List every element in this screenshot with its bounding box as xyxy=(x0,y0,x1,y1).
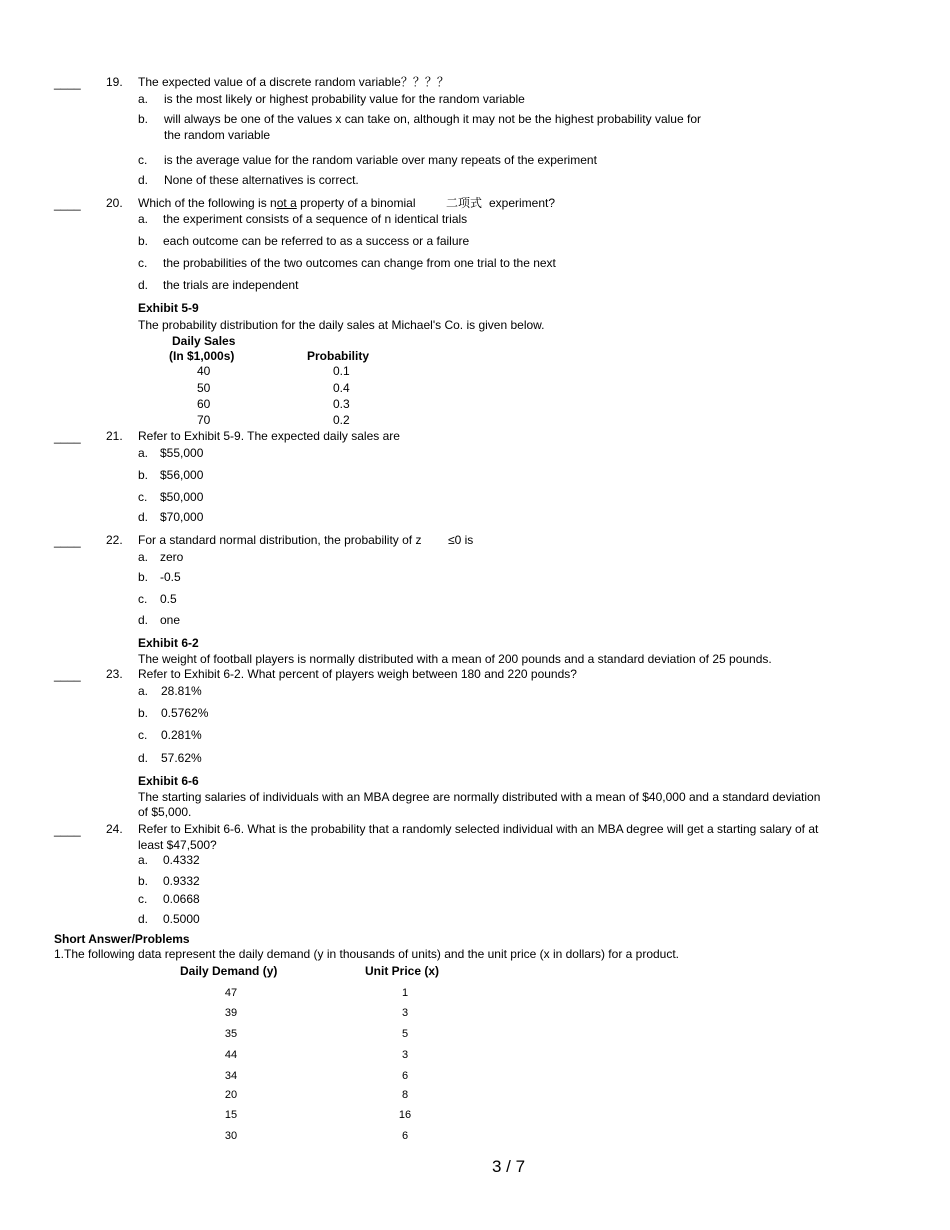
table-cell: 3 xyxy=(401,1049,409,1061)
option-text: 0.9332 xyxy=(163,874,200,888)
option-letter: d. xyxy=(138,912,149,926)
table-cell: 30 xyxy=(224,1130,238,1142)
question-text-continued: least $47,500? xyxy=(138,838,217,852)
question-text: Refer to Exhibit 6-6. What is the probability that a randomly selected individual with an MBA degree will get a starting salary of at xyxy=(138,822,819,836)
question-number: 22. xyxy=(106,533,123,547)
option-text: 0.5 xyxy=(160,592,177,606)
option-text: is the most likely or highest probability value for the random variable xyxy=(164,92,525,106)
table-cell: 35 xyxy=(224,1028,238,1040)
option-letter: c. xyxy=(138,490,148,504)
option-letter: c. xyxy=(138,592,148,606)
option-text: $50,000 xyxy=(160,490,204,504)
question-text xyxy=(138,196,415,210)
table-header: Unit Price (x) xyxy=(365,964,440,978)
question-number: 23. xyxy=(106,667,123,681)
option-text: 28.81% xyxy=(161,684,202,698)
table-cell: 44 xyxy=(224,1049,238,1061)
option-letter: d. xyxy=(138,510,149,524)
table-cell: 0.3 xyxy=(333,397,350,411)
option-text: will always be one of the values x can take on, although it may not be the highest probability value for xyxy=(164,112,701,126)
option-text: the experiment consists of a sequence of n identical trials xyxy=(163,212,468,226)
question-number: 24. xyxy=(106,822,123,836)
option-text: each outcome can be referred to as a success or a failure xyxy=(163,234,470,248)
option-letter: d. xyxy=(138,278,149,292)
table-cell: 50 xyxy=(197,381,211,395)
table-cell: 8 xyxy=(401,1089,409,1101)
question-number: 20. xyxy=(106,196,123,210)
option-text: 57.62% xyxy=(161,751,202,765)
answer-blank: ____ xyxy=(54,823,81,837)
option-letter: c. xyxy=(138,256,148,270)
option-text: the probabilities of the two outcomes can change from one trial to the next xyxy=(163,256,556,270)
table-cell: 3 xyxy=(401,1007,409,1019)
exhibit-description: The starting salaries of individuals with an MBA degree are normally distributed with a mean of $40,000 and a standard deviation xyxy=(138,790,821,804)
option-letter: b. xyxy=(138,570,149,584)
option-text: is the average value for the random variable over many repeats of the experiment xyxy=(164,153,597,167)
answer-blank: ____ xyxy=(54,76,81,90)
question-text: For a standard normal distribution, the probability of z xyxy=(138,533,422,547)
table-cell: 5 xyxy=(401,1028,409,1040)
answer-blank: ____ xyxy=(54,668,81,682)
table-cell: 39 xyxy=(224,1007,238,1019)
option-letter: a. xyxy=(138,212,149,226)
table-cell: 15 xyxy=(224,1109,238,1121)
exhibit-title: Exhibit 6-6 xyxy=(138,774,199,788)
option-text: 0.5000 xyxy=(163,912,200,926)
option-text: $56,000 xyxy=(160,468,204,482)
option-text: $55,000 xyxy=(160,446,204,460)
option-text: $70,000 xyxy=(160,510,204,524)
option-letter: b. xyxy=(138,234,149,248)
exhibit-description: The probability distribution for the daily sales at Michael's Co. is given below. xyxy=(138,318,545,332)
option-letter: a. xyxy=(138,550,149,564)
question-text-part: property of a binomial xyxy=(296,196,416,210)
problem-text: 1.The following data represent the daily demand (y in thousands of units) and the unit price (x in dollars) for a product. xyxy=(54,947,680,961)
section-heading: Short Answer/Problems xyxy=(54,932,190,946)
table-cell: 0.1 xyxy=(333,364,350,378)
question-text-part: experiment? xyxy=(489,196,556,210)
option-text: zero xyxy=(160,550,184,564)
option-text: one xyxy=(160,613,181,627)
table-cell: 6 xyxy=(401,1130,409,1142)
question-text: Refer to Exhibit 5-9. The expected daily sales are xyxy=(138,429,400,443)
option-letter: b. xyxy=(138,874,149,888)
option-letter: c. xyxy=(138,892,148,906)
option-letter: d. xyxy=(138,173,149,187)
option-letter: a. xyxy=(138,684,149,698)
table-cell: 16 xyxy=(398,1109,412,1121)
option-text: 0.0668 xyxy=(163,892,200,906)
table-cell: 1 xyxy=(401,987,409,999)
option-text: 0.281% xyxy=(161,728,202,742)
exhibit-title: Exhibit 6-2 xyxy=(138,636,199,650)
exhibit-description-continued: of $5,000. xyxy=(138,805,192,819)
option-letter: b. xyxy=(138,112,149,126)
option-letter: b. xyxy=(138,468,149,482)
option-text-continued: the random variable xyxy=(164,128,271,142)
question-number: 19. xyxy=(106,75,123,89)
question-text: The expected value of a discrete random variable？？？？ xyxy=(138,75,449,89)
table-header: (In $1,000s) xyxy=(169,349,235,363)
option-letter: a. xyxy=(138,446,149,460)
option-text: -0.5 xyxy=(160,570,181,584)
option-letter: c. xyxy=(138,728,148,742)
option-letter: a. xyxy=(138,92,149,106)
table-header: Probability xyxy=(307,349,370,363)
table-cell: 60 xyxy=(197,397,211,411)
option-text: 0.5762% xyxy=(161,706,209,720)
question-number: 21. xyxy=(106,429,123,443)
answer-blank: ____ xyxy=(54,197,81,211)
table-header: Daily Sales xyxy=(172,334,236,348)
option-letter: b. xyxy=(138,706,149,720)
exhibit-title: Exhibit 5-9 xyxy=(138,301,199,315)
table-cell: 34 xyxy=(224,1070,238,1082)
option-letter: a. xyxy=(138,853,149,867)
option-letter: d. xyxy=(138,613,149,627)
question-text-part: Which of the following is n xyxy=(138,196,277,210)
table-cell: 20 xyxy=(224,1089,238,1101)
question-text-part: ≤0 is xyxy=(448,533,474,547)
page-number: 3 / 7 xyxy=(492,1157,526,1176)
answer-blank: ____ xyxy=(54,430,81,444)
option-text: 0.4332 xyxy=(163,853,200,867)
option-text: None of these alternatives is correct. xyxy=(164,173,359,187)
table-cell: 70 xyxy=(197,413,211,427)
chinese-annotation: 二项式 xyxy=(446,196,483,210)
table-cell: 0.4 xyxy=(333,381,350,395)
option-letter: d. xyxy=(138,751,149,765)
table-cell: 47 xyxy=(224,987,238,999)
option-letter: c. xyxy=(138,153,148,167)
question-text: Refer to Exhibit 6-2. What percent of players weigh between 180 and 220 pounds? xyxy=(138,667,577,681)
table-cell: 6 xyxy=(401,1070,409,1082)
table-cell: 0.2 xyxy=(333,413,350,427)
option-text: the trials are independent xyxy=(163,278,299,292)
answer-blank: ____ xyxy=(54,534,81,548)
table-header: Daily Demand (y) xyxy=(180,964,278,978)
table-cell: 40 xyxy=(197,364,211,378)
underlined-not: ot a xyxy=(276,196,297,210)
exhibit-description: The weight of football players is normally distributed with a mean of 200 pounds and a standard deviation of 25 pounds. xyxy=(138,652,772,666)
